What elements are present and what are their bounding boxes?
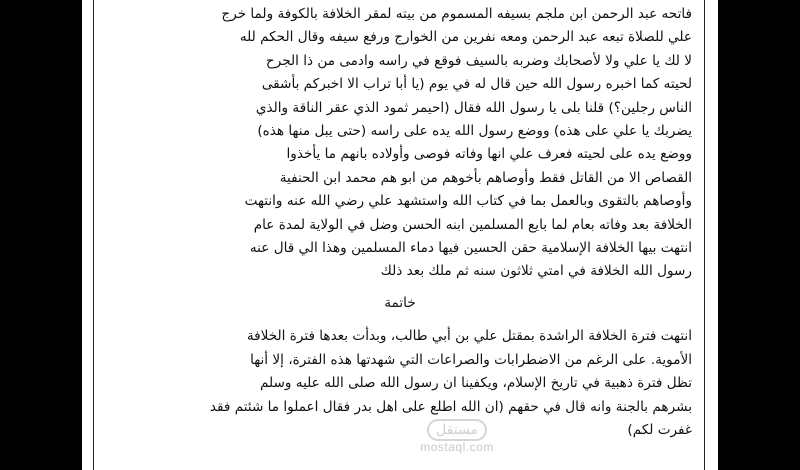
conclusion-line: غفرت لكم): [627, 421, 692, 438]
body-paragraph: [108, 3, 692, 284]
body-line: لا لك يا علي ولا لأصحابك وضربه بالسيف فوقع في راسه وادمى من ذا الجرح: [265, 52, 692, 69]
conclusion-line: الأموية. على الرغم من الاضطرابات والصراعات التي شهدتها هذه الفترة، إلا أنها: [250, 351, 692, 368]
body-line: رسول الله الخلافة في امتي ثلاثون سنه ثم ملك بعد ذلك: [380, 263, 692, 280]
conclusion-line: انتهت فترة الخلافة الراشدة بمقتل علي بن أبي طالب، وبدأت بعدها فترة الخلافة: [246, 328, 692, 345]
section-heading: خاتمة: [384, 294, 416, 311]
body-line: وأوصاهم بالتقوى وبالعمل بما في كتاب الله واستشهد علي رضي الله عنه وانتهت: [244, 193, 692, 210]
watermark-logo: مستقل: [427, 419, 487, 441]
document-text: [108, 3, 692, 442]
body-line: القصاص الا من القاتل فقط وأوصاهم بأخوهم من ابو هم محمد ابن الحنفية: [279, 169, 692, 186]
conclusion-line: تظل فترة ذهبية في تاريخ الإسلام، ويكفينا ان رسول الله صلى الله عليه وسلم: [259, 375, 692, 392]
body-line: علي للصلاة تبعه عبد الرحمن ومعه نفرين من الخوارج ورفع سيفه وقال الحكم لله: [239, 29, 692, 46]
body-line: يضربك يا علي على هذه) ووضع رسول الله يده على راسه (حتى يبل منها هذه): [257, 123, 692, 140]
body-line: الناس رجلين؟) قلنا بلى يا رسول الله فقال (احيمر ثمود الذي عقر الناقة والذي: [255, 99, 692, 116]
conclusion-paragraph: [108, 325, 692, 442]
body-line: ووضع يده على لحيته فعرف علي انها وفاته فوصى وأولاده بانهم ما يأخذوا: [286, 146, 692, 163]
body-line: انتهت بيها الخلافة الإسلامية حقن الحسين فيها دماء المسلمين وهذا الي قال عنه: [249, 240, 692, 257]
document-page: [82, 0, 718, 470]
watermark-site: mostaql.com: [420, 440, 494, 454]
body-line: فاتحه عبد الرحمن ابن ملجم بسيفه المسموم من بيته لمقر الخلافة بالكوفة ولما خرج: [221, 6, 692, 22]
conclusion-line: بشرهم بالجنة وانه قال في حقهم (ان الله اطلع على اهل بدر فقال اعملوا ما شئتم فقد: [209, 398, 692, 415]
body-line: الخلافة بعد وفاته بعام لما بايع المسلمين ابنه الحسن وضل في الولاية لمدة عام: [253, 216, 692, 233]
body-line: لحيته كما اخبره رسول الله حين قال له في يوم (يا أبا تراب الا اخبركم بأشقى: [261, 76, 692, 93]
